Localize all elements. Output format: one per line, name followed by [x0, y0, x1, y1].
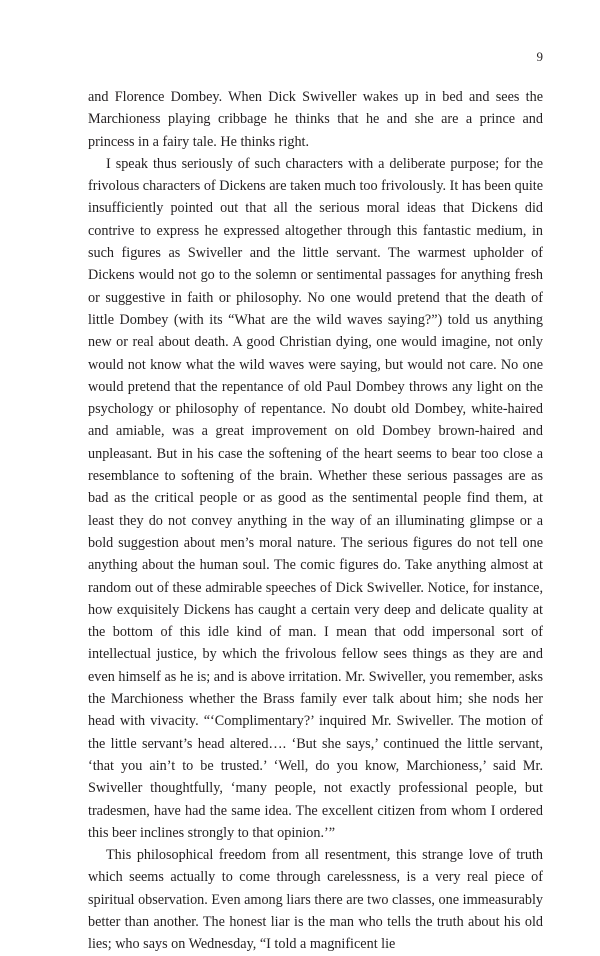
body-text: [88, 86, 543, 956]
paragraph-2: I speak thus seriously of such characters with a deliberate purpose; for the frivolous characters of Dickens are taken much too frivolously. It has been quite insufficiently pointed out that all the serious moral ideas that Dickens did contrive to express he expressed altogether through this fantastic medium, in such figures as Swiveller and the little servant. The warmest upholder of Dickens would not go to the solemn or sentimental passages for anything fresh or suggestive in faith or philosophy. No one would pretend that the death of little Dombey (with its “What are the wild waves saying?”) told us anything new or real about death. A good Christian dying, one would imagine, not only would not know what the wild waves were saying, but would not care. No one would pretend that the repentance of old Paul Dombey throws any light on the psychology or philosophy of repentance. No doubt old Dombey, white-haired and amiable, was a great improvement on old Dombey brown-haired and unpleasant. But in his case the softening of the heart seems to bear too close a resemblance to softening of the brain. Whether these serious passages are as bad as the critical people or as good as the sentimental people find them, at least they do not convey anything in the way of an illuminating glimpse or a bold suggestion about men’s moral nature. The serious figures do not tell one anything about the human soul. The comic figures do. Take anything almost at random out of these admirable speeches of Dick Swiveller. Notice, for instance, how exquisitely Dickens has caught a certain very deep and delicate quality at the bottom of this idle kind of man. I mean that odd impersonal sort of intellectual justice, by which the frivolous fellow sees things as they are and even himself as he is; and is above irritation. Mr. Swiveller, you remember, asks the Marchioness whether the Brass family ever talk about him; she nods her head with vivacity. “‘Complimentary?’ inquired Mr. Swiveller. The motion of the little servant’s head altered…. ‘But she says,’ continued the little servant, ‘that you ain’t to be trusted.’ ‘Well, do you know, Marchioness,’ said Mr. Swiveller thoughtfully, ‘many people, not exactly professional people, but tradesmen, have had the same idea. The excellent citizen from whom I ordered this beer inclines strongly to that opinion.’”: [88, 155, 543, 841]
paragraph-1: and Florence Dombey. When Dick Swiveller wakes up in bed and sees the Marchioness playing cribbage he thinks that he and she are a prince and princess in a fairy tale. He thinks right.: [88, 89, 543, 150]
paragraph-3: This philosophical freedom from all resentment, this strange love of truth which seems actually to come through carelessness, is a very real piece of spiritual observation. Even among liars there are two classes, one immeasurably better than another. The honest liar is the man who tells the truth about his old lies; who says on Wednesday, “I told a magnificent lie: [88, 847, 543, 953]
page-number: 9: [536, 49, 543, 64]
